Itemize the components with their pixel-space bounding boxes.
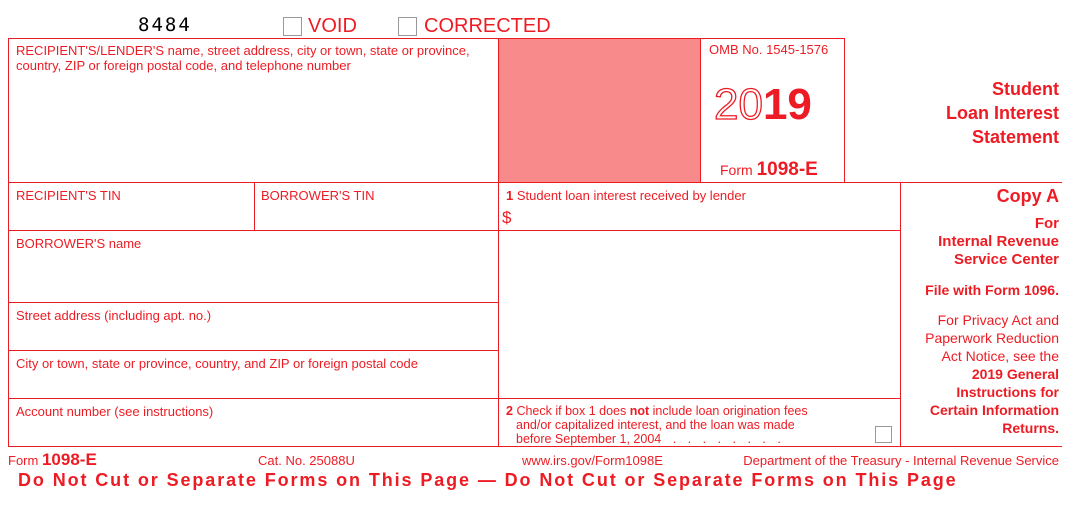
form-code: 8484 [138, 14, 192, 36]
general-line-4: Returns. [1002, 420, 1059, 436]
box2-number: 2 [506, 404, 513, 418]
box2-line-3-text: before September 1, 2004 [516, 432, 662, 446]
box2-text [506, 404, 808, 446]
box2-pre: Check if box 1 does [516, 404, 627, 418]
box2-not: not [629, 404, 650, 418]
rule-top [8, 38, 844, 39]
cat-number: Cat. No. 25088U [258, 453, 355, 468]
box1-text: Student loan interest received by lender [516, 188, 746, 203]
box1-label [506, 188, 746, 203]
sidebar-irs-2: Service Center [953, 251, 1059, 268]
borrower-name-label: BORROWER'S name [16, 236, 142, 251]
tax-year [714, 80, 812, 130]
title-line-3: Statement [971, 127, 1059, 147]
footer-form-number: 1098-E [41, 450, 97, 469]
box2-dots: . . . . . . . . [672, 432, 785, 446]
general-line-3: Certain Information [929, 402, 1059, 418]
sidebar-for: For [1034, 215, 1059, 232]
privacy-notice [925, 311, 1059, 437]
box2-line-3 [506, 432, 808, 446]
privacy-line-1: For Privacy Act and [937, 312, 1059, 328]
void-label: VOID [308, 15, 357, 37]
rule-tin [8, 230, 900, 231]
title-line-1: Student [992, 79, 1059, 99]
omb-number: OMB No. 1545-1576 [709, 42, 829, 57]
irs-url: www.irs.gov/Form1098E [522, 453, 663, 468]
form-title [946, 77, 1059, 149]
rule-omb-right [844, 38, 845, 182]
city-field[interactable] [9, 372, 497, 397]
title-line-2: Loan Interest [945, 103, 1059, 123]
box2-line-2: and/or capitalized interest, and the loan was made [516, 418, 795, 432]
department: Department of the Treasury - Internal Revenue Service [743, 453, 1059, 468]
rule-row1 [8, 182, 1062, 183]
borrower-tin-label: BORROWER'S TIN [261, 188, 375, 203]
form-number: 1098-E [756, 159, 818, 180]
tax-year-outline: 20 [714, 80, 763, 129]
sidebar-irs [938, 215, 1059, 269]
recipient-label: RECIPIENT'S/LENDER'S name, street address, city or town, state or province, country, ZIP or foreign postal code, and telephone number [16, 43, 470, 73]
box2-post: include loan origination fees [652, 404, 808, 418]
rule-city [8, 398, 900, 399]
shaded-box [499, 39, 700, 182]
footer-form-word: Form [8, 453, 39, 468]
footer-form [8, 450, 97, 470]
sidebar-irs-1: Internal Revenue [938, 233, 1059, 250]
file-with: File with Form 1096. [925, 282, 1059, 298]
account-label: Account number (see instructions) [16, 404, 214, 419]
street-field[interactable] [9, 324, 497, 349]
dollar-sign: $ [502, 208, 512, 227]
borrower-tin-field[interactable] [255, 204, 497, 229]
recipient-tin-field[interactable] [9, 204, 253, 229]
rule-name [8, 302, 498, 303]
recipient-tin-label: RECIPIENT'S TIN [16, 188, 121, 203]
rule-street [8, 350, 498, 351]
corrected-checkbox[interactable] [398, 17, 417, 36]
tax-year-bold: 19 [762, 80, 812, 129]
box1-amount-field[interactable] [516, 204, 898, 229]
copy-a: Copy A [996, 186, 1059, 206]
box2-checkbox[interactable] [875, 426, 892, 443]
rule-shade-right [700, 38, 701, 182]
street-label: Street address (including apt. no.) [16, 308, 212, 323]
rule-right [900, 182, 901, 446]
do-not-cut-banner: Do Not Cut or Separate Forms on This Page — Do Not Cut or Separate Forms on This Page [18, 470, 958, 490]
corrected-label: CORRECTED [424, 15, 551, 37]
rule-bottom [8, 446, 1062, 447]
form-word: Form [720, 162, 753, 178]
void-checkbox[interactable] [283, 17, 302, 36]
privacy-line-3: Act Notice, see the [941, 348, 1059, 364]
general-line-1: 2019 General [971, 366, 1059, 382]
general-line-2: Instructions for [956, 384, 1059, 400]
account-field[interactable] [9, 420, 497, 445]
borrower-name-field[interactable] [9, 252, 497, 301]
form-id [720, 159, 818, 181]
box1-number: 1 [506, 188, 514, 203]
box2-line-1 [506, 404, 808, 418]
privacy-line-2: Paperwork Reduction [925, 330, 1059, 346]
city-label: City or town, state or province, country, and ZIP or foreign postal code [16, 356, 418, 371]
